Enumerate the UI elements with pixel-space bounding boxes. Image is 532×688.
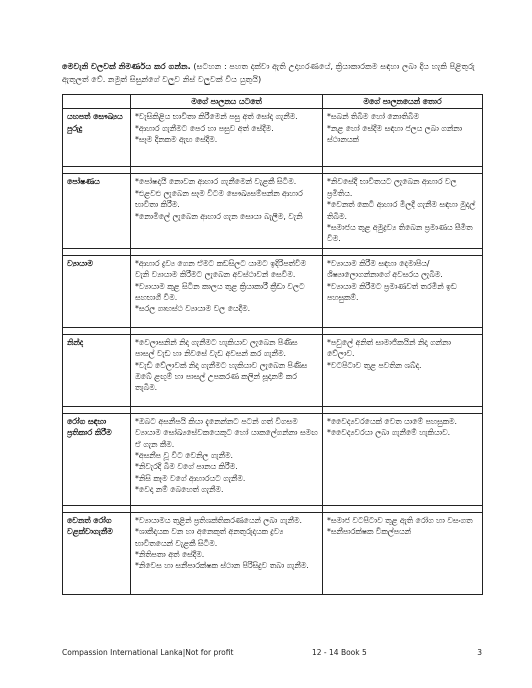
table-header-row — [63, 95, 483, 109]
uncontrollable-factor-item: *වටපිටාව තුළ පවතින ශබ්ද. — [327, 360, 422, 370]
table-row — [63, 512, 483, 594]
row-spacer — [63, 248, 483, 255]
row-spacer-cell — [63, 167, 131, 174]
beyond-my-control-cell — [323, 512, 483, 594]
uncontrollable-factor-item: *පවුලේ අනිත් සාමාජිකයින් නිදා ගන්නා වේලාව. — [327, 337, 451, 359]
under-my-control-cell — [131, 109, 323, 167]
row-spacer-cell — [63, 406, 131, 413]
controllable-action-item: *වෙලාසනින් නිදා ගැනීමට හැකියාව ලැබෙන පිණිස පාසල් වැඩ හා නිවසේ වැඩ අවසන් කර ගැනීම. — [135, 337, 298, 359]
health-activity-table-container — [62, 94, 482, 595]
row-spacer-cell — [323, 167, 483, 174]
row-topic-label: පෝෂණය — [63, 174, 131, 248]
controllable-action-item: *ව්‍යායාම කුළ සිටින කාලය තුළ ක්‍රියාකාරී ක්‍රීඩා වලට සහභාගී වීම. — [135, 281, 305, 303]
controllable-action-item: *නිසි කෑම වගේ ආහාරයට ගැනීම. — [135, 473, 246, 483]
row-spacer — [63, 167, 483, 174]
row-spacer-cell — [323, 327, 483, 334]
row-topic-label: රෝග සඳහා ප්‍රතිකාර කිරීම — [63, 413, 131, 505]
under-my-control-cell — [131, 255, 323, 327]
row-spacer — [63, 327, 483, 334]
uncontrollable-factor-item: *වෛද්‍යවරයෙක් වෙත යාමේ පහසුකම. — [327, 416, 457, 426]
beyond-my-control-cell — [323, 255, 483, 327]
row-spacer-cell — [131, 167, 323, 174]
under-my-control-cell — [131, 512, 323, 594]
controllable-action-item: *නොමිලේ ලැබෙන ආහාර ගැන සොයා බැලීම, වැනි — [135, 211, 303, 221]
controllable-action-item: *නිතිපතා අත් සේදීම. — [135, 550, 205, 560]
controllable-action-item: *සරල ගෘහස්ථ ව්‍යායාම වල යෙදීම. — [135, 304, 251, 314]
row-spacer-cell — [323, 505, 483, 512]
controllable-action-item: *නිවැරදි බීම වගේ පානය කිරීම. — [135, 462, 238, 472]
row-topic-label: නින්ද — [63, 334, 131, 406]
header-beyond-my-control: මගේ පාලනයෙන් තොර — [323, 95, 483, 109]
controllable-action-item: *ශාකීදායක වන හා අනෙකුත් අනතුරුදායක ද්‍රව්‍ය භාවිතයෙන් වැළකී සිටීම. — [135, 527, 284, 548]
controllable-action-item: *අසනීප වූ විට වෙනිල ගැනීම. — [135, 451, 234, 461]
row-spacer-cell — [63, 248, 131, 255]
controllable-action-item: *එළවළු ලැබෙන සෑම විටම සෞඛ්‍යසම්පන්න ආහාර භාවිතා කිරීම. — [135, 188, 303, 210]
row-topic-label: වෙනත් රෝග වළක්වාගැනීම — [63, 512, 131, 594]
header-blank — [63, 95, 131, 109]
footer-organization: Compassion International Lanka|Not for profit — [62, 648, 234, 657]
row-spacer-cell — [131, 248, 323, 255]
controllable-action-item: *ආහාර ගැනීමට පෙර හා පසුව අත් සේදීම. — [135, 123, 274, 133]
row-topic-label: ව්‍යායාම — [63, 255, 131, 327]
under-my-control-cell — [131, 174, 323, 248]
beyond-my-control-cell — [323, 174, 483, 248]
row-spacer — [63, 406, 483, 413]
instruction-note: (සටහන : පහත දක්වා ඇති උදාහරණයේ, ක්‍රියාකාරකම සඳහා ලබා දිය හැකි පිළිතුරු ඇතුලත් වේ. නමුත් සිසුන්ගේ වලුව නිස් වලුවක් විය යුතුයි) — [62, 61, 475, 84]
row-spacer-cell — [131, 327, 323, 334]
row-spacer-cell — [323, 248, 483, 255]
uncontrollable-factor-item: *සනීපාරක්ෂක විකල්පයන් — [327, 527, 411, 537]
row-spacer-cell — [323, 406, 483, 413]
controllable-action-item: *ඔබට අසනීපයි කියා දැනෙන්නට පටන් ගත් විගසම ව්‍යායාම සෝඛ්‍යසේවකයෙකුට හෝ යාකලේගන්නා සමඟ ඒ ගැන කීම. — [135, 416, 318, 449]
controllable-action-item: *වෙදා නම් බෙහෙත් ගැනීම. — [135, 485, 224, 495]
instruction-paragraph — [62, 60, 482, 86]
row-topic-label: යහපත් සෞඛ්‍යය පුරුදු — [63, 109, 131, 167]
uncontrollable-factor-item: *සමාජ වටපිටාව තුළ ඇති රෝග හා වසංගත — [327, 515, 473, 525]
footer-book-label: 12 - 14 Book 5 — [312, 648, 367, 657]
beyond-my-control-cell — [323, 413, 483, 505]
controllable-action-item: *පෝෂදායී නොවන ආහාර ගැනීමෙන් වැළකී සිටීම. — [135, 177, 297, 187]
controllable-action-item: *සෑම දිනකම ඇඟ සේදීම. — [135, 135, 218, 145]
controllable-action-item: *ආහාර ද්‍රව්‍ය ගෙන ඒමට කඩසිලට යාමට ඉදිරිපත්වීම වැනි ව්‍යායාම කිරීමට ලැබෙන අවස්ථාවන් සෙවීම. — [135, 258, 307, 280]
header-under-my-control: මගේ පාලනය යටතේ — [131, 95, 323, 109]
row-spacer-cell — [131, 406, 323, 413]
table-row — [63, 255, 483, 327]
controllable-action-item: *වැසිකිළිය භාවිතා කිරීමෙන් පසු අත් සෝදා ගැනීම. — [135, 112, 298, 122]
controllable-action-item: *ව්‍යායාමය තුළින් ප්‍රතිශක්තිකරණයෙන් ලබා ගැනීම. — [135, 515, 302, 525]
uncontrollable-factor-item: *වෙනත් කෙටි ආහාර මිලදී ගැනීම සඳහා මුදල් තිබීම. — [327, 200, 476, 221]
uncontrollable-factor-item: *සබන් තිබීම හෝ නොතිබීම — [327, 112, 420, 122]
uncontrollable-factor-item: *සමාජය තුළ අමුද්‍රව්‍ය තිබෙන ප්‍රමාණය සීමිත වීම. — [327, 223, 473, 244]
beyond-my-control-cell — [323, 109, 483, 167]
table-body — [63, 109, 483, 594]
uncontrollable-factor-item: *ව්‍යායාම කිරීම සඳහා දෙමාපිය/ශිෂ්‍යාලොගන්නාගේ අවසරය ලැබීම. — [327, 258, 443, 280]
health-activity-table — [62, 94, 483, 595]
row-spacer-cell — [63, 327, 131, 334]
table-row — [63, 413, 483, 505]
row-spacer-cell — [63, 505, 131, 512]
row-spacer — [63, 505, 483, 512]
table-row — [63, 109, 483, 167]
footer-page-number: 3 — [477, 648, 482, 657]
table-row — [63, 334, 483, 406]
controllable-action-item: *නිවෙස හා සනීපාරක්ෂක ස්ථාන පිරිසිදුව තබා ගැනීම. — [135, 561, 309, 571]
uncontrollable-factor-item: *ව්‍යායාම කිරීමට ප්‍රමාණවත් තරමින් ඉඩ පහසුකම්. — [327, 281, 457, 303]
beyond-my-control-cell — [323, 334, 483, 406]
controllable-action-item: *වැඩි වේලාවක් නිදා ගැනීමට හැකියාව ලැබෙන පිණිස ඔබේ ළඟුම් හා පාසල් උපකරණ කලින් සූදානම් කර තැබීම. — [135, 360, 308, 393]
table-row — [63, 174, 483, 248]
under-my-control-cell — [131, 334, 323, 406]
row-spacer-cell — [131, 505, 323, 512]
under-my-control-cell — [131, 413, 323, 505]
uncontrollable-factor-item: *නිවසේදී භාවිතයට ලැබෙන ආහාර වල ප්‍රමිතිය. — [327, 177, 457, 198]
uncontrollable-factor-item: *නළ හෝ සේදීම සඳහා ජලය ලබා ගන්නා ස්ථානයක් — [327, 123, 463, 145]
uncontrollable-factor-item: *වෛද්‍යවරයා ලබා ගැනීමේ හැකියාව. — [327, 428, 451, 438]
instruction-lead: මෙවැනි චලවක් නිමර්ණය කර ගන්න. — [62, 61, 191, 71]
